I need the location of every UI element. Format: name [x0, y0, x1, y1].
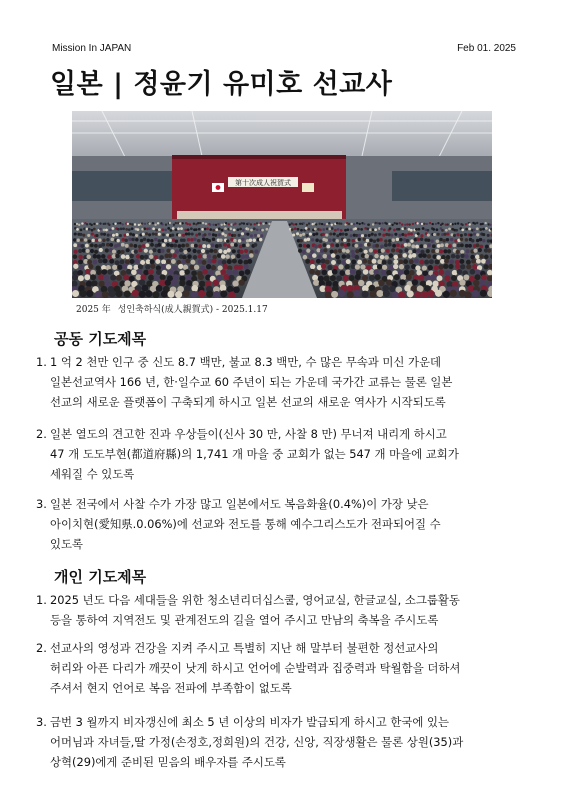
item-line: 일본 열도의 견고한 진과 우상들이(신사 30 만, 사찰 8 만) 무너져 내리게 하시고 [50, 427, 447, 441]
photo-caption [76, 302, 272, 315]
item-line: 47 개 도도부현(都道府縣)의 1,741 개 마을 중 교회가 없는 547 개 마을에 교회가 [50, 447, 459, 461]
item-line: 어머님과 자녀들,딸 가정(손정호,정희원)의 건강, 신앙, 직장생활은 물론 상원(35)과 [50, 735, 464, 749]
item-number: 1. [36, 593, 47, 607]
common-prayer-item-2 [36, 424, 546, 484]
item-line: 선교의 새로운 플랫폼이 구축되게 하시고 일본 선교의 새로운 역사가 시작되도록 [50, 395, 446, 409]
stage-curtain [172, 157, 346, 219]
item-line: 아이치현(愛知県.0.06%)에 선교와 전도를 통해 예수그리스도가 전파되어질 수 [50, 517, 441, 531]
date-label: Feb 01. 2025 [457, 43, 516, 54]
item-line: 2025 년도 다음 세대들을 위한 청소년리더십스쿨, 영어교실, 한글교실, 소그룹활동 [50, 593, 460, 607]
personal-prayer-item-2 [36, 638, 546, 698]
ceremony-photo [72, 111, 492, 298]
item-line: 선교사의 영성과 건강을 지켜 주시고 특별히 지난 해 말부터 불편한 정선교사의 [50, 641, 439, 655]
item-line: 세워질 수 있도록 [50, 467, 135, 481]
item-line: 등을 통하여 지역전도 및 관계전도의 길을 열어 주시고 만남의 축복을 주시도록 [50, 613, 439, 627]
common-prayer-heading: 공동 기도제목 [54, 330, 147, 348]
page-header [52, 43, 516, 57]
caption-year: 2025 年 [76, 305, 111, 315]
personal-prayer-item-1 [36, 590, 546, 630]
common-prayer-item-1 [36, 352, 546, 412]
personal-prayer-item-3 [36, 712, 546, 772]
mission-label: Mission In JAPAN [52, 43, 132, 54]
item-line: 주셔서 현지 언어로 복음 전파에 부족함이 없도록 [50, 681, 292, 695]
item-line: 일본 전국에서 사찰 수가 가장 많고 일본에서도 복음화율(0.4%)이 가장 낮은 [50, 497, 429, 511]
item-number: 2. [36, 427, 47, 441]
common-prayer-item-3 [36, 494, 546, 554]
caption-text: 성인축하식(成人親賀式) - 2025.1.17 [117, 305, 268, 315]
banner-text: 第十次成人祝賀式 [235, 179, 291, 187]
item-line: 상혁(29)에게 준비된 믿음의 배우자를 주시도록 [50, 755, 286, 769]
item-line: 1 억 2 천만 인구 중 신도 8.7 백만, 불교 8.3 백만, 수 많은 무속과 미신 가운데 [50, 355, 441, 369]
item-number: 3. [36, 497, 47, 511]
item-line: 허리와 아픈 다리가 깨끗이 낫게 하시고 언어에 순발력과 집중력과 탁월함을 더하셔 [50, 661, 461, 675]
item-number: 3. [36, 715, 47, 729]
item-number: 2. [36, 641, 47, 655]
page-title: 일본 | 정윤기 유미호 선교사 [50, 69, 393, 100]
item-number: 1. [36, 355, 47, 369]
personal-prayer-heading: 개인 기도제목 [54, 568, 147, 586]
item-line: 일본선교역사 166 년, 한·일수교 60 주년이 되는 가운데 국가간 교류는 물론 일본 [50, 375, 453, 389]
item-line: 있도록 [50, 537, 84, 551]
item-line: 금번 3 월까지 비자갱신에 최소 5 년 이상의 비자가 발급되게 하시고 한국에 있는 [50, 715, 450, 729]
